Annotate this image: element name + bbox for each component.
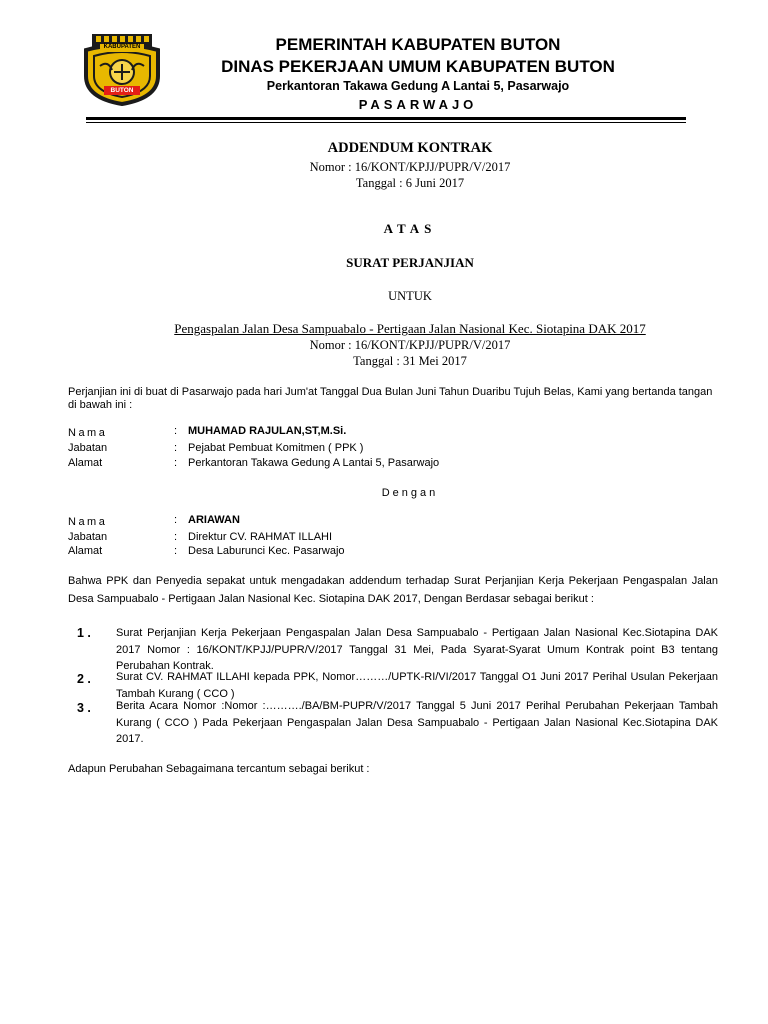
list-item-number: 1 . <box>77 626 91 640</box>
logo-label-bottom: BUTON <box>110 87 134 94</box>
list-item: Surat Perjanjian Kerja Pekerjaan Pengaspalan Jalan Desa Sampuabalo - Pertigaan Jalan Nasional Kec.Siotapina DAK 2017 Nomor : 16/KONT/KPJJ/PUPR/V/2017 Tanggal 31 Mei, Pada Syarat-Syarat Umum Kontrak point B3 tentang Perubahan Kontrak. <box>116 627 718 672</box>
party1-jabatan-colon: : <box>174 442 178 454</box>
party1-jabatan-label: Jabatan <box>68 442 108 454</box>
party1-alamat: Perkantoran Takawa Gedung A Lantai 5, Pasarwajo <box>188 457 440 469</box>
party2-nama-label: Nama <box>68 516 108 528</box>
party2-nama-colon: : <box>174 514 178 526</box>
party2-alamat-colon: : <box>174 545 178 557</box>
party1-nama: MUHAMAD RAJULAN,ST,M.Si. <box>188 425 347 437</box>
document-date: Tanggal : 6 Juni 2017 <box>355 176 465 190</box>
dengan-label: Dengan <box>381 487 439 499</box>
party1-alamat-colon: : <box>174 457 178 469</box>
letterhead-rule-thick <box>86 117 686 120</box>
heading-surat-perjanjian: SURAT PERJANJIAN <box>346 255 474 270</box>
project-name: Pengaspalan Jalan Desa Sampuabalo - Pertigaan Jalan Nasional Kec. Siotapina DAK 2017 <box>174 321 646 336</box>
party2-nama: ARIAWAN <box>188 514 240 526</box>
party2-alamat-label: Alamat <box>68 545 103 557</box>
party2-jabatan-label: Jabatan <box>68 531 108 543</box>
party2-jabatan-colon: : <box>174 531 178 543</box>
list-item-number: 3 . <box>77 701 91 715</box>
party1-nama-colon: : <box>174 425 178 437</box>
kabupaten-buton-logo <box>78 26 166 106</box>
letterhead-rule-thin <box>86 122 686 123</box>
contract-date: Tanggal : 31 Mei 2017 <box>353 354 467 368</box>
party2-alamat: Desa Laburunci Kec. Pasarwajo <box>188 545 345 557</box>
party1-alamat-label: Alamat <box>68 457 103 469</box>
letterhead-department: DINAS PEKERJAAN UMUM KABUPATEN BUTON <box>221 57 615 76</box>
logo-label-top: KABUPATEN <box>103 44 141 50</box>
party1-nama-label: Nama <box>68 427 108 439</box>
list-item: Surat CV. RAHMAT ILLAHI kepada PPK, Nomor………/UPTK-RI/VI/2017 Tanggal O1 Juni 2017 Perihal Usulan Pekerjaan Tambah Kurang ( CCO ) <box>116 671 718 700</box>
letterhead-address: Perkantoran Takawa Gedung A Lantai 5, Pasarwajo <box>266 79 570 93</box>
document-title: ADDENDUM KONTRAK <box>327 140 493 156</box>
party1-jabatan: Pejabat Pembuat Komitmen ( PPK ) <box>188 442 364 454</box>
agreement-paragraph: Bahwa PPK dan Penyedia sepakat untuk mengadakan addendum terhadap Surat Perjanjian Kerja Pekerjaan Pengaspalan Jalan Desa Sampuabalo - Pertigaan Jalan Nasional Kec. Siotapina DAK 2017, Dengan Berdasar sebagai berikut : <box>68 575 718 605</box>
heading-untuk: UNTUK <box>388 289 432 303</box>
intro-paragraph: Perjanjian ini di buat di Pasarwajo pada hari Jum'at Tanggal Dua Bulan Juni Tahun Duaribu Tujuh Belas, Kami yang bertanda tangan di bawah ini : <box>68 386 713 411</box>
closing-line: Adapun Perubahan Sebagaimana tercantum sebagai berikut : <box>68 763 370 775</box>
document-number: Nomor : 16/KONT/KPJJ/PUPR/V/2017 <box>309 160 511 174</box>
letterhead-city: PASARWAJO <box>358 97 478 112</box>
list-item: Berita Acara Nomor :Nomor :………./BA/BM-PUPR/V/2017 Tanggal 5 Juni 2017 Perihal Perubahan Pekerjaan Tambah Kurang ( CCO ) Pada Pekerjaan Pengaspalan Jalan Desa Sampuabalo - Pertigaan Jalan Nasional Kec.Siotapina DAK 2017. <box>116 700 718 745</box>
list-item-number: 2 . <box>77 672 91 686</box>
heading-atas: ATAS <box>383 221 437 236</box>
contract-number: Nomor : 16/KONT/KPJJ/PUPR/V/2017 <box>309 338 511 352</box>
letterhead-government: PEMERINTAH KABUPATEN BUTON <box>275 35 561 54</box>
party2-jabatan: Direktur CV. RAHMAT ILLAHI <box>188 531 333 543</box>
